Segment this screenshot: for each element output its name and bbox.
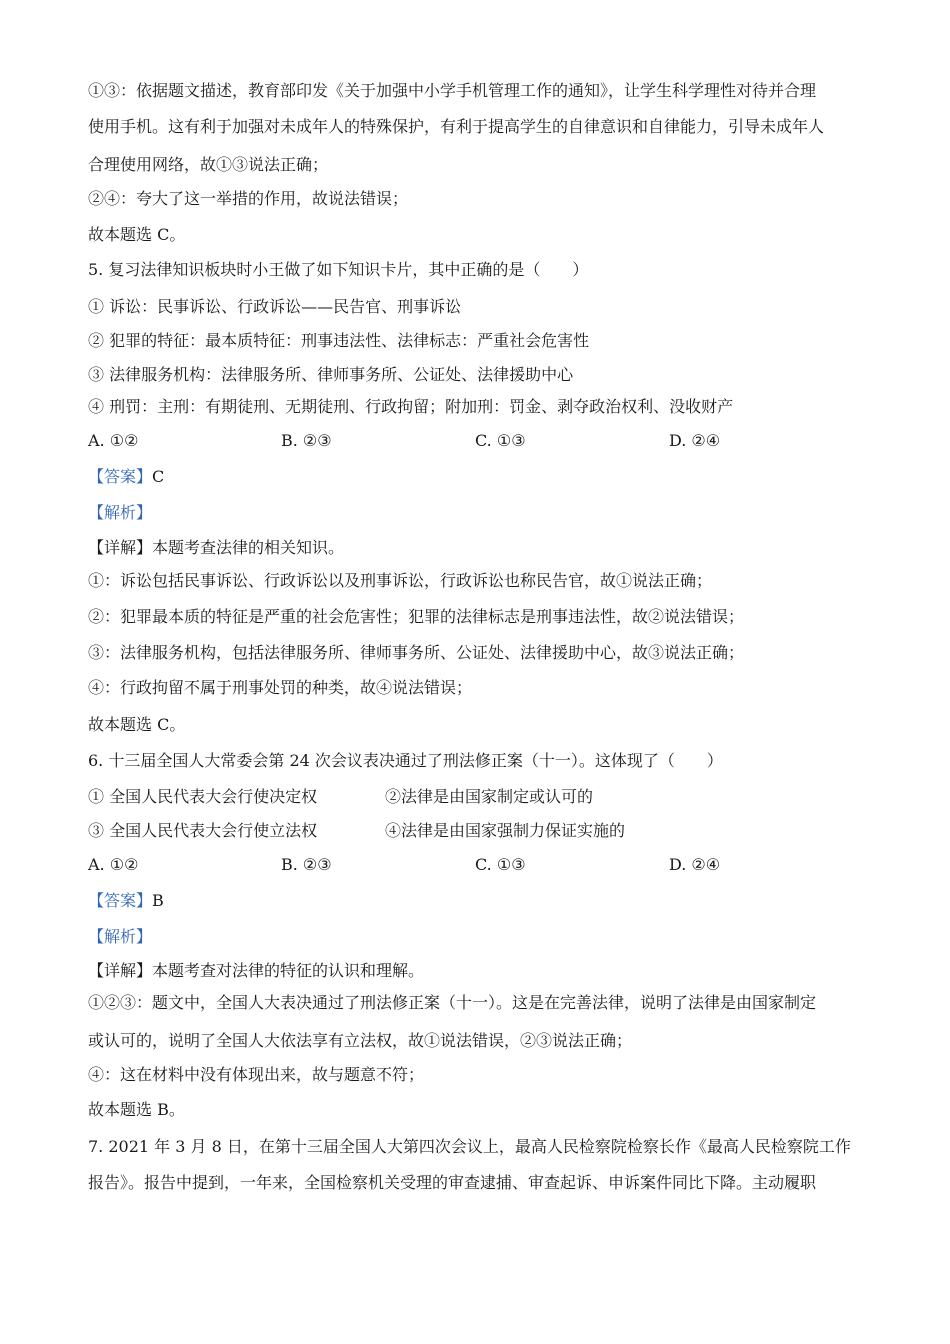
explanation-line: 合理使用网络，故①③说法正确； [88,155,329,174]
conclusion-line: 故本题选 B。 [88,1100,185,1119]
answer-tag: 【答案】 [88,891,153,910]
question-5-stem: 5. 复习法律知识板块时小王做了如下知识卡片，其中正确的是（ ） [88,260,589,279]
conclusion-line: 故本题选 C。 [88,715,186,734]
detail-line [88,537,344,559]
question-5-item: ③ 法律服务机构：法律服务所、律师事务所、公证处、法律援助中心 [88,365,574,384]
answer-value: B [152,891,164,910]
question-6-item: ① 全国人民代表大会行使决定权 [88,787,318,806]
question-5-item: ④ 刑罚：主刑：有期徒刑、无期徒刑、行政拘留；附加刑：罚金、剥夺政治权利、没收财产 [88,397,734,416]
analysis-tag: 【解析】 [88,927,153,946]
option-d: D. ②④ [669,431,721,450]
explanation-line: ③：法律服务机构，包括法律服务所、律师事务所、公证处、法律援助中心，故③说法正确； [88,643,745,662]
detail-tag: 【详解】 [88,961,153,980]
detail-line [88,960,424,982]
question-6-stem: 6. 十三届全国人大常委会第 24 次会议表决通过了刑法修正案（十一）。这体现了（ ） [88,751,723,770]
question-5-item: ① 诉讼：民事诉讼、行政诉讼——民告官、刑事诉讼 [88,297,462,316]
conclusion-line: 故本题选 C。 [88,225,186,244]
answer-value: C [152,467,165,486]
question-7-stem: 报告》。报告中提到，一年来，全国检察机关受理的审查逮捕、审查起诉、申诉案件同比下降。主动履职 [88,1173,817,1192]
option-a: A. ①② [88,855,139,874]
option-b: B. ②③ [281,431,332,450]
option-a: A. ①② [88,431,139,450]
explanation-line: ②④：夸大了这一举措的作用，故说法错误； [88,189,409,208]
analysis-tag: 【解析】 [88,503,153,522]
answer-line [88,890,164,912]
explanation-line: 或认可的，说明了全国人大依法享有立法权，故①说法错误，②③说法正确； [88,1031,633,1050]
answer-line [88,466,164,488]
option-b: B. ②③ [281,855,332,874]
explanation-line: 使用手机。这有利于加强对未成年人的特殊保护，有利于提高学生的自律意识和自律能力，引导未成年人 [88,117,825,136]
explanation-line: ①③：依据题文描述，教育部印发《关于加强中小学手机管理工作的通知》，让学生科学理性对待并合理 [88,81,817,100]
option-c: C. ①③ [475,431,526,450]
question-6-options [88,854,888,876]
explanation-line: ④：行政拘留不属于刑事处罚的种类，故④说法错误； [88,678,473,697]
analysis-line [88,502,152,524]
option-d: D. ②④ [669,855,721,874]
explanation-line: ②：犯罪最本质的特征是严重的社会危害性；犯罪的法律标志是刑事违法性，故②说法错误； [88,607,745,626]
detail-tag: 【详解】 [88,538,153,557]
answer-tag: 【答案】 [88,467,153,486]
question-5-item: ② 犯罪的特征：最本质特征：刑事违法性、法律标志：严重社会危害性 [88,331,590,350]
detail-text: 本题考查对法律的特征的认识和理解。 [152,961,425,980]
option-c: C. ①③ [475,855,526,874]
explanation-line: ④：这在材料中没有体现出来，故与题意不符； [88,1065,425,1084]
question-6-item: ④法律是由国家强制力保证实施的 [385,821,626,840]
explanation-line: ①：诉讼包括民事诉讼、行政诉讼以及刑事诉讼，行政诉讼也称民告官，故①说法正确； [88,571,713,590]
explanation-line: ①②③：题文中，全国人大表决通过了刑法修正案（十一）。这是在完善法律，说明了法律是由国家制定 [88,993,817,1012]
question-6-item: ②法律是由国家制定或认可的 [385,787,594,806]
question-5-options [88,430,888,452]
analysis-line [88,926,152,948]
detail-text: 本题考查法律的相关知识。 [152,538,345,557]
question-6-item: ③ 全国人民代表大会行使立法权 [88,821,318,840]
question-7-stem: 7. 2021 年 3 月 8 日，在第十三届全国人大第四次会议上，最高人民检察院检察长作《最高人民检察院工作 [88,1137,851,1156]
